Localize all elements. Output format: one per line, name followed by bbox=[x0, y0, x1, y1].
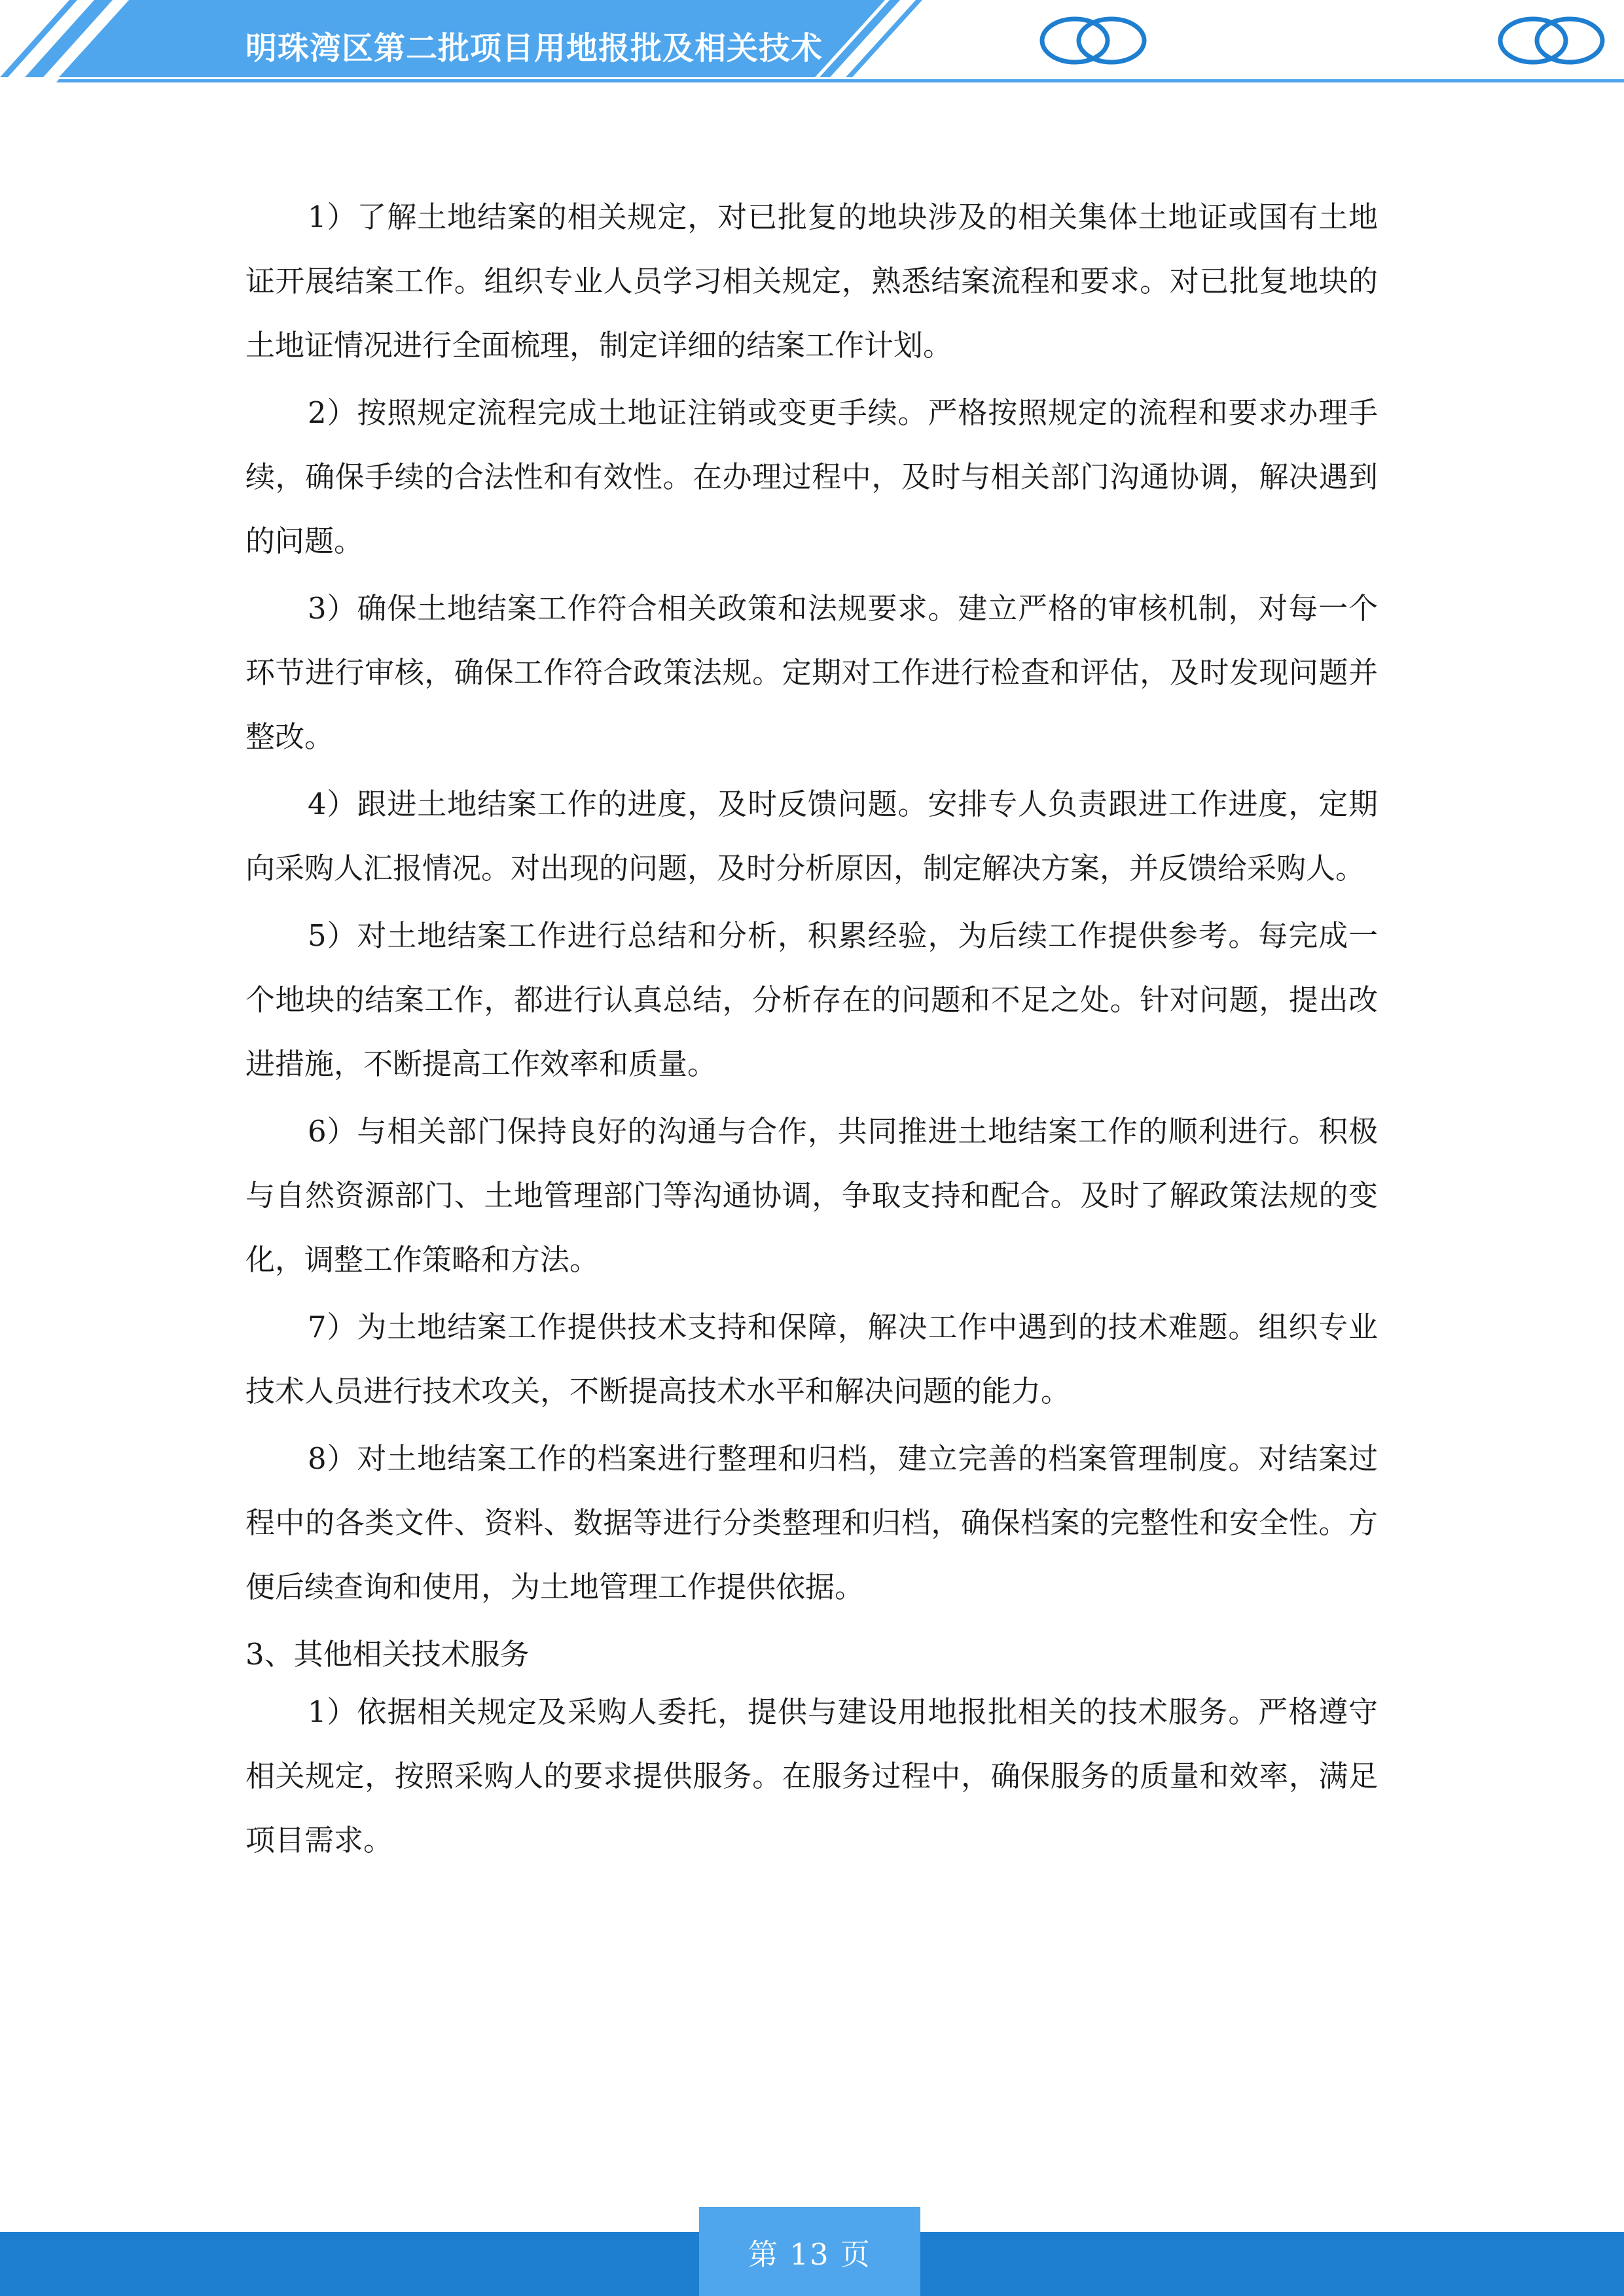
paragraph: 3）确保土地结案工作符合相关政策和法规要求。建立严格的审核机制，对每一个环节进行审核，确保工作符合政策法规。定期对工作进行检查和评估，及时发现问题并整改。 bbox=[245, 591, 1378, 754]
page-number-box bbox=[699, 2207, 920, 2296]
paragraph: 8）对土地结案工作的档案进行整理和归档，建立完善的档案管理制度。对结案过程中的各类文件、资料、数据等进行分类整理和归档，确保档案的完整性和安全性。方便后续查询和使用，为土地管理工作提供依据。 bbox=[245, 1441, 1378, 1604]
paragraph: 4）跟进土地结案工作的进度，及时反馈问题。安排专人负责跟进工作进度，定期向采购人汇报情况。对出现的问题，及时分析原因，制定解决方案，并反馈给采购人。 bbox=[245, 787, 1378, 886]
section-heading: 3、其他相关技术服务 bbox=[245, 1637, 530, 1672]
document-body bbox=[245, 185, 1378, 1876]
paragraph: 5）对土地结案工作进行总结和分析，积累经验，为后续工作提供参考。每完成一个地块的结案工作，都进行认真总结，分析存在的问题和不足之处。针对问题，提出改进措施，不断提高工作效率和质量。 bbox=[245, 918, 1378, 1081]
interlocking-rings-icon bbox=[1492, 14, 1610, 67]
paragraph: 6）与相关部门保持良好的沟通与合作，共同推进土地结案工作的顺利进行。积极与自然资源部门、土地管理部门等沟通协调，争取支持和配合。及时了解政策法规的变化，调整工作策略和方法。 bbox=[245, 1114, 1378, 1277]
paragraph: 1）依据相关规定及采购人委托，提供与建设用地报批相关的技术服务。严格遵守相关规定，按照采购人的要求提供服务。在服务过程中，确保服务的质量和效率，满足项目需求。 bbox=[245, 1695, 1378, 1857]
paragraph: 7）为土地结案工作提供技术支持和保障，解决工作中遇到的技术难题。组织专业技术人员进行技术攻关，不断提高技术水平和解决问题的能力。 bbox=[245, 1310, 1378, 1408]
page-number: 第 13 页 bbox=[748, 2236, 871, 2272]
interlocking-rings-icon bbox=[1034, 14, 1152, 67]
header-title: 明珠湾区第二批项目用地报批及相关技术 bbox=[245, 30, 823, 67]
paragraph: 1）了解土地结案的相关规定，对已批复的地块涉及的相关集体土地证或国有土地证开展结案工作。组织专业人员学习相关规定，熟悉结案流程和要求。对已批复地块的土地证情况进行全面梳理，制定详细的结案工作计划。 bbox=[245, 200, 1378, 363]
paragraph: 2）按照规定流程完成土地证注销或变更手续。严格按照规定的流程和要求办理手续，确保手续的合法性和有效性。在办理过程中，及时与相关部门沟通协调，解决遇到的问题。 bbox=[245, 395, 1378, 558]
